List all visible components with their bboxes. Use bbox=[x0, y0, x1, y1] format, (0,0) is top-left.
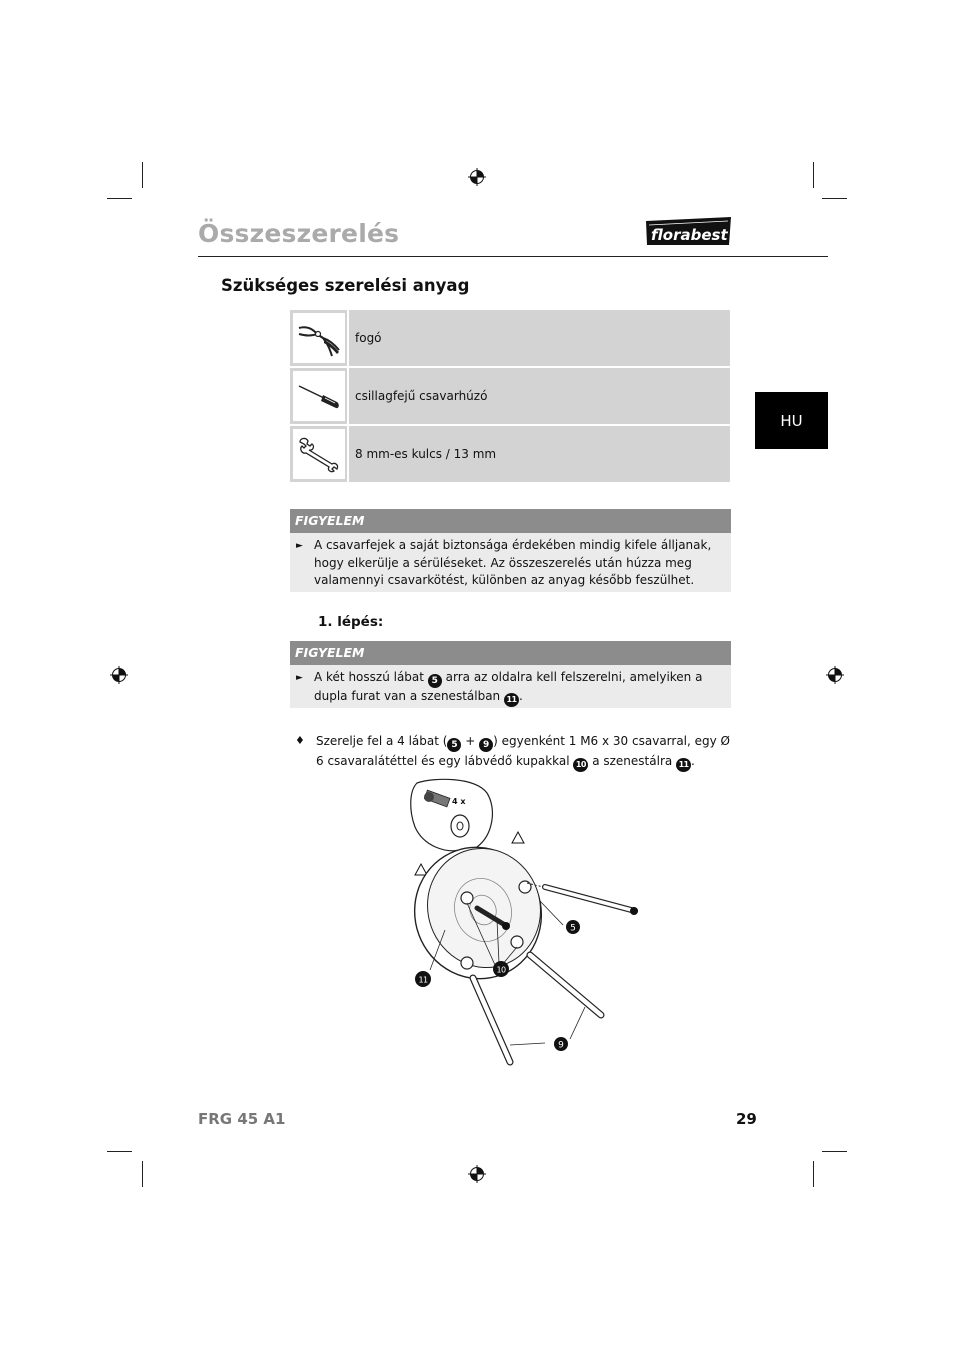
footer-model: FRG 45 A1 bbox=[198, 1110, 286, 1128]
part-ref-badge: 5 bbox=[428, 674, 442, 688]
brand-logo bbox=[644, 215, 733, 247]
part-ref-badge: 11 bbox=[504, 693, 519, 707]
crop-mark bbox=[107, 1151, 132, 1152]
registration-mark-icon bbox=[468, 168, 486, 186]
crop-mark bbox=[813, 1161, 814, 1187]
registration-mark-icon bbox=[468, 1165, 486, 1183]
part-ref-badge: 5 bbox=[447, 738, 461, 752]
svg-text:11: 11 bbox=[418, 975, 428, 985]
section-heading: Szükséges szerelési anyag bbox=[221, 276, 470, 295]
part-ref-badge: 9 bbox=[479, 738, 493, 752]
arrow-bullet-icon: ► bbox=[296, 673, 303, 683]
callout-badge bbox=[566, 920, 580, 934]
tool-label: 8 mm-es kulcs / 13 mm bbox=[355, 447, 497, 461]
crop-mark bbox=[107, 198, 132, 199]
registration-mark-icon bbox=[826, 666, 844, 684]
part-ref-badge: 10 bbox=[573, 758, 588, 772]
svg-text:5: 5 bbox=[570, 923, 576, 934]
svg-text:10: 10 bbox=[496, 965, 506, 975]
wrench-icon bbox=[293, 429, 345, 479]
screw-detail-callout bbox=[411, 779, 493, 857]
diamond-bullet-icon: ♦ bbox=[295, 734, 305, 747]
warning-box: FIGYELEM ► A két hosszú lábat 5 arra az oldalra kell felszerelni, amelyiken a dupla furat van a szenestálban 11 . bbox=[290, 641, 731, 708]
warning-triangle-icon bbox=[415, 864, 427, 875]
warning-title: FIGYELEM bbox=[290, 641, 731, 665]
warning-text: A csavarfejek a saját biztonsága érdekében mindig kifele álljanak, hogy elkerülje a sérüléseket. Az összeszerelés után húzza meg valamennyi csavarkötést, különben az anyag később feszülhet. bbox=[314, 538, 712, 587]
warning-title: FIGYELEM bbox=[290, 509, 731, 533]
crop-mark bbox=[142, 162, 143, 188]
callout-badge bbox=[493, 961, 509, 977]
tools-table bbox=[290, 310, 730, 482]
pliers-icon bbox=[293, 313, 345, 363]
instruction-paragraph: ♦ Szerelje fel a 4 lábat ( 5 + 9 ) egyenként 1 M6 x 30 csavarral, egy Ø 6 csavaralátéttel és egy lábvédő kupakkal 10 a szenestálra 11 . bbox=[295, 732, 735, 772]
tool-label: csillagfejű csavarhúzó bbox=[355, 389, 488, 403]
tool-row bbox=[290, 426, 730, 482]
step-heading: 1. lépés: bbox=[318, 614, 384, 630]
phillips-screwdriver-icon bbox=[293, 371, 345, 421]
callout-badge bbox=[554, 1037, 568, 1051]
crop-mark bbox=[822, 198, 847, 199]
language-tab: HU bbox=[755, 392, 828, 449]
part-ref-badge: 11 bbox=[676, 758, 691, 772]
warning-text: A két hosszú lábat bbox=[314, 670, 424, 684]
crop-mark bbox=[142, 1161, 143, 1187]
registration-mark-icon bbox=[110, 666, 128, 684]
tool-label: fogó bbox=[355, 331, 382, 345]
quantity-label: 4 x bbox=[452, 797, 466, 806]
arrow-bullet-icon: ► bbox=[296, 541, 303, 551]
assembly-diagram bbox=[405, 775, 645, 1075]
tool-row bbox=[290, 310, 730, 368]
callout-badge bbox=[415, 971, 431, 987]
svg-text:9: 9 bbox=[558, 1040, 564, 1051]
page-title: Összeszerelés bbox=[198, 219, 400, 248]
warning-box bbox=[290, 509, 731, 592]
tool-row bbox=[290, 368, 730, 426]
title-divider bbox=[198, 256, 828, 257]
page-number: 29 bbox=[736, 1110, 757, 1128]
brand-logo-text: florabest bbox=[651, 226, 728, 244]
crop-mark bbox=[822, 1151, 847, 1152]
crop-mark bbox=[813, 162, 814, 188]
warning-triangle-icon bbox=[512, 832, 524, 843]
warning-text: arra az oldalra kell felszerelni, amelyiken a dupla furat van a szenestálban bbox=[314, 670, 703, 703]
